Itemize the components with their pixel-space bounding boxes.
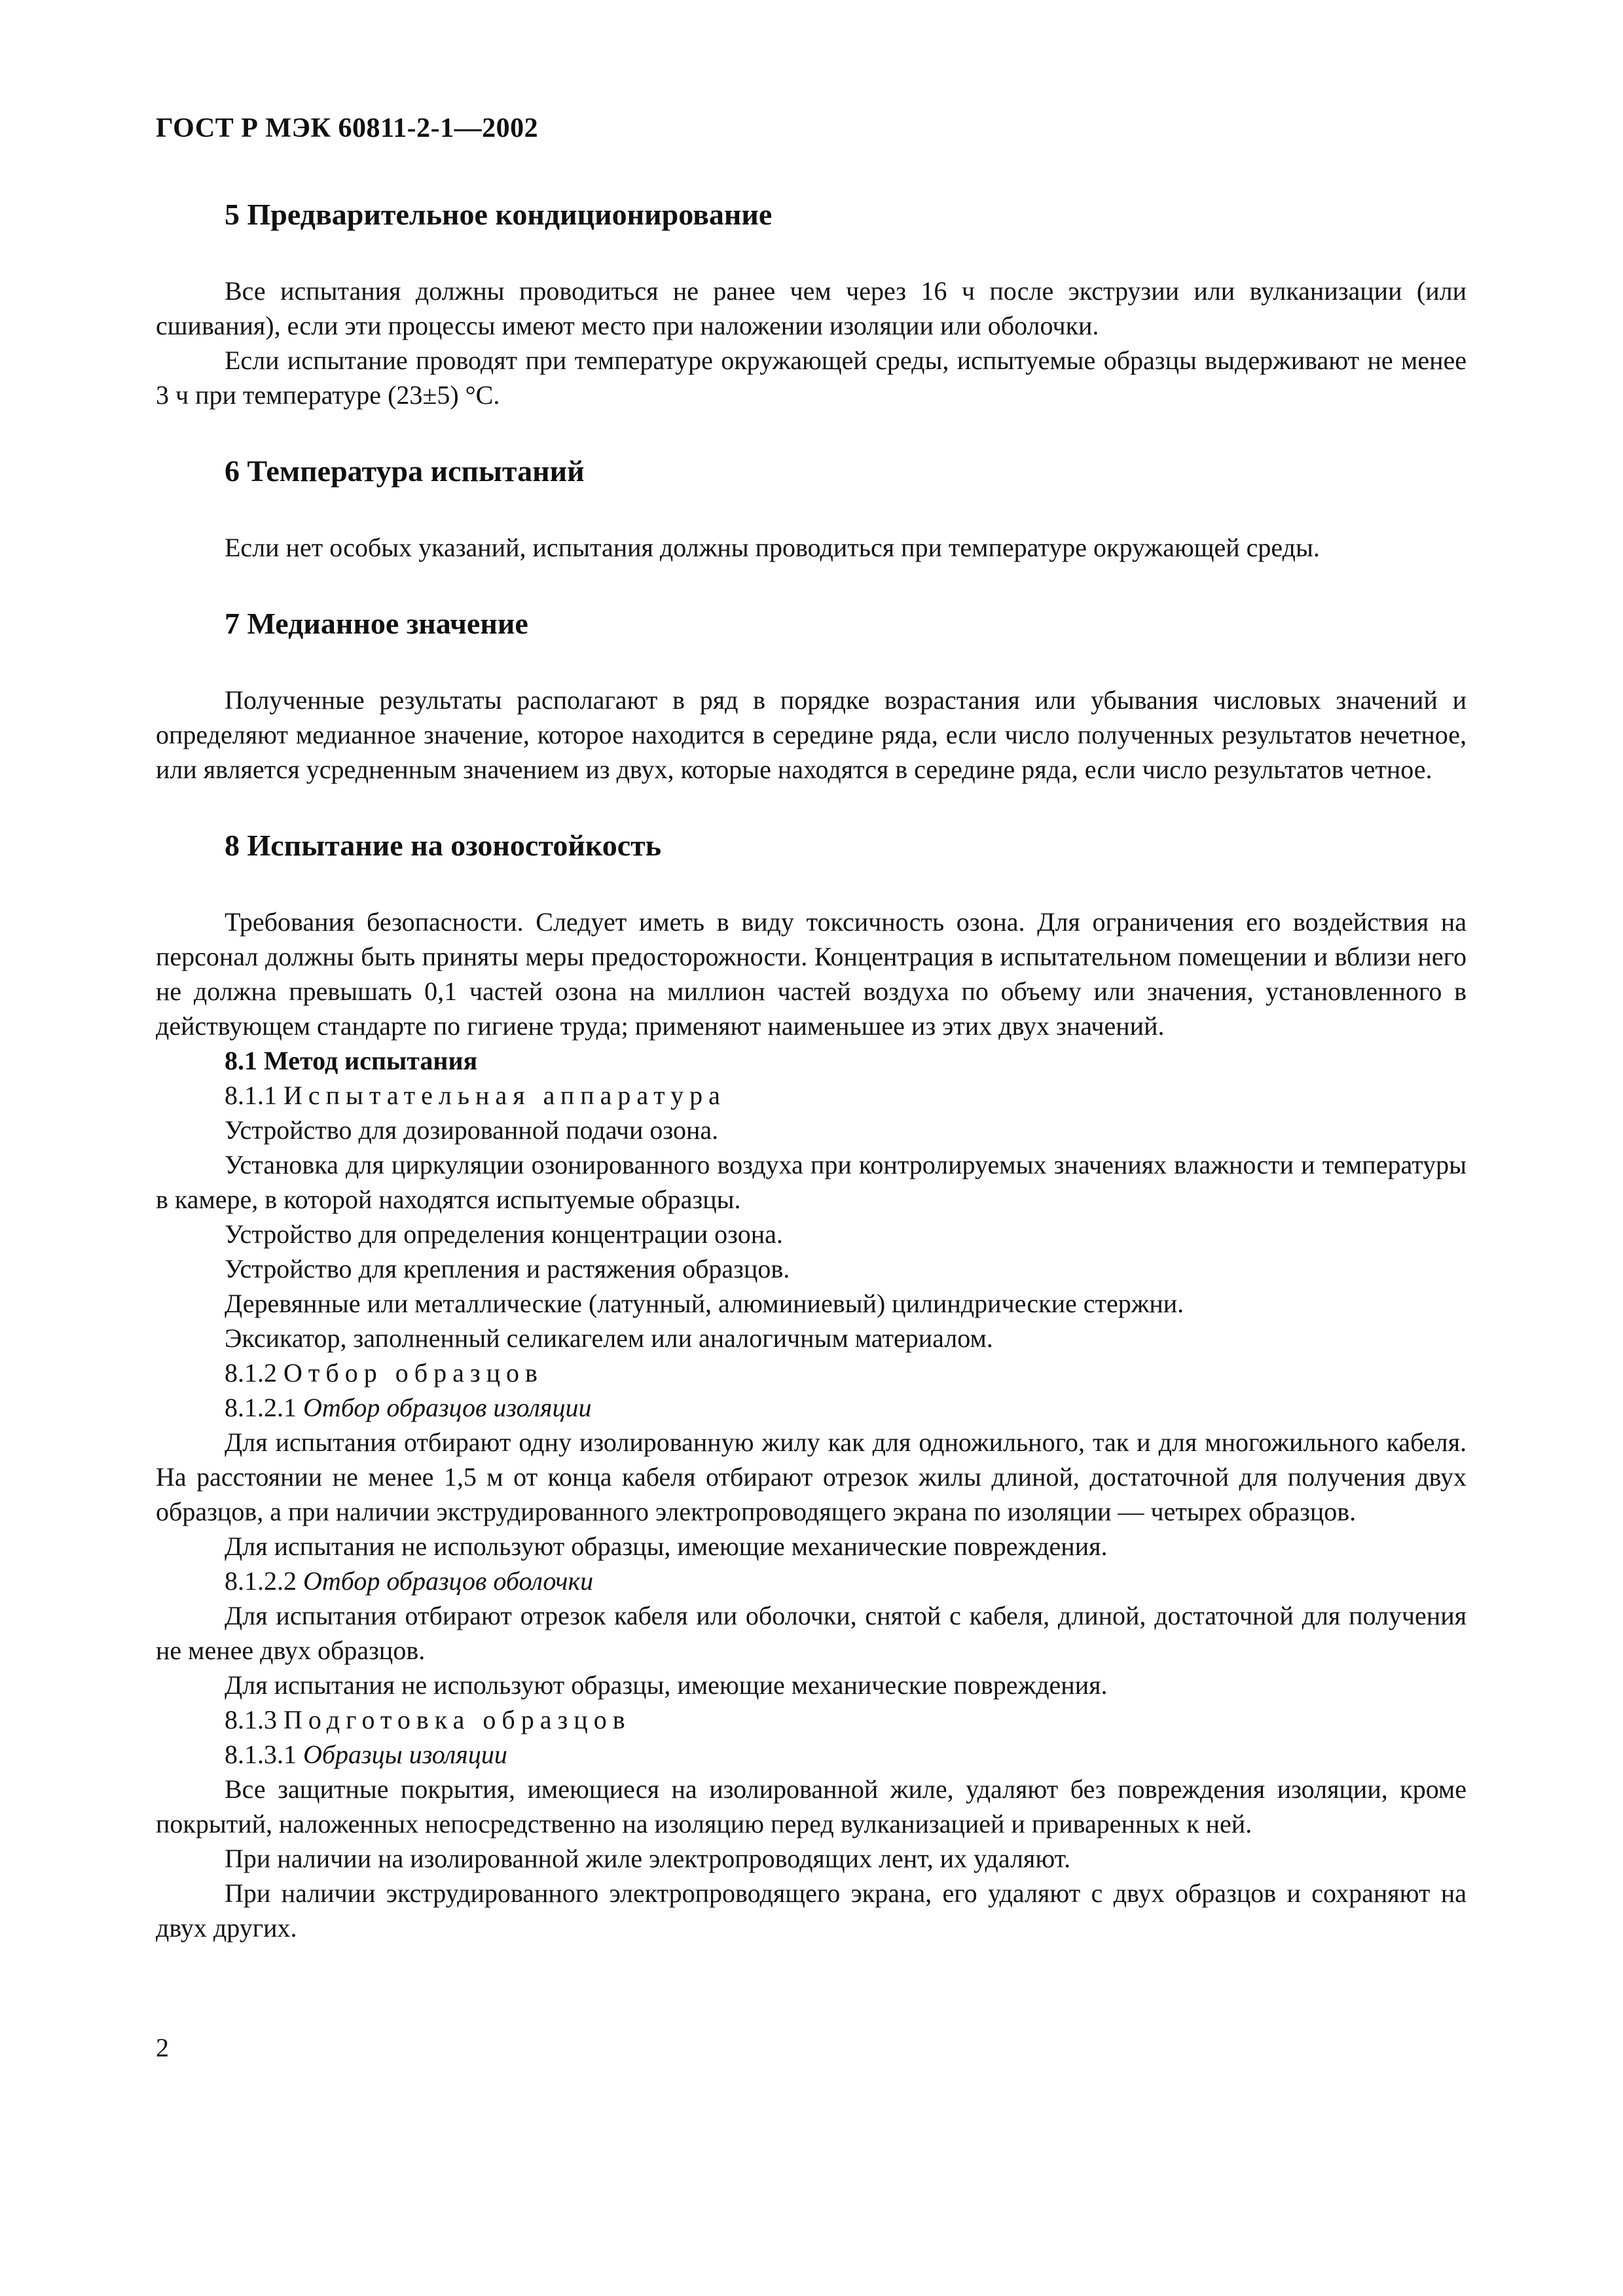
paragraph: Полученные результаты располагают в ряд в порядке возрастания или убывания числовых значений и определяют медианное значение, которое находится в середине ряда, если число полученных результатов нечетное, или является усредненным значением из двух, которые находятся в середине ряда, если число результатов четное. <box>156 685 1467 784</box>
section-7-heading: 7 Медианное значение <box>225 607 528 640</box>
paragraph: При наличии экструдированного электропроводящего экрана, его удаляют с двух образцов и сохраняют на двух других. <box>156 1878 1467 1943</box>
paragraph: Все испытания должны проводиться не ранее чем через 16 ч после экструзии или вулканизации (или сшивания), если эти процессы имеют место при наложении изоляции или оболочки. <box>156 276 1467 340</box>
subsection-heading: 8.1.2.2 Отбор образцов оболочки <box>225 1566 594 1596</box>
subsection-heading: 8.1.2.1 Отбор образцов изоляции <box>225 1393 592 1422</box>
page-number: 2 <box>156 2033 169 2062</box>
paragraph: Устройство для дозированной подачи озона. <box>225 1115 719 1145</box>
paragraph: Для испытания не используют образцы, имеющие механические повреждения. <box>225 1670 1108 1700</box>
paragraph: Если испытание проводят при температуре окружающей среды, испытуемые образцы выдерживают не менее 3 ч при температуре (23±5) °С. <box>156 346 1467 410</box>
section-6 <box>156 453 1467 565</box>
subsection-heading: 8.1.3.1 Образцы изоляции <box>225 1740 507 1769</box>
subsection-heading: 8.1 Метод испытания <box>225 1046 478 1075</box>
paragraph: Эксикатор, заполненный селикагелем или аналогичным материалом. <box>225 1323 993 1353</box>
section-7 <box>156 605 1467 787</box>
paragraph: Для испытания не используют образцы, имеющие механические повреждения. <box>225 1532 1108 1561</box>
paragraph: Устройство для определения концентрации озона. <box>225 1219 783 1249</box>
paragraph: Если нет особых указаний, испытания должны проводиться при температуре окружающей среды. <box>225 533 1320 562</box>
paragraph: Деревянные или металлические (латунный, алюминиевый) цилиндрические стержни. <box>225 1289 1184 1318</box>
paragraph: Для испытания отбирают отрезок кабеля или оболочки, снятой с кабеля, длиной, достаточной для получения не менее двух образцов. <box>156 1601 1467 1665</box>
document-header: ГОСТ Р МЭК 60811-2-1—2002 <box>156 113 539 143</box>
paragraph: Все защитные покрытия, имеющиеся на изолированной жиле, удаляют без повреждения изоляции, кроме покрытий, наложенных непосредственно на изоляцию перед вулканизацией и приваренных к ней. <box>156 1774 1467 1839</box>
subsection-heading: 8.1.1 Испытательная аппаратура <box>225 1081 726 1110</box>
paragraph: Требования безопасности. Следует иметь в виду токсичность озона. Для ограничения его воздействия на персонал должны быть приняты меры предосторожности. Концентрация в испытательном помещении и вблизи него не должна превышать 0,1 частей озона на миллион частей воздуха по объему или значения, установленного в действующем стандарте по гигиене труда; применяют наименьшее из этих двух значений. <box>156 907 1467 1041</box>
section-8-heading: 8 Испытание на озоностойкость <box>225 829 662 862</box>
section-5-heading: 5 Предварительное кондиционирование <box>225 198 773 231</box>
subsection-heading: 8.1.3 Подготовка образцов <box>225 1705 631 1734</box>
paragraph: Для испытания отбирают одну изолированную жилу как для одножильного, так и для многожильного кабеля. На расстоянии не менее 1,5 м от конца кабеля отбирают отрезок жилы длиной, достаточной для получения двух образцов, а при наличии экструдированного электропроводящего экрана по изоляции — четырех образцов. <box>156 1427 1467 1526</box>
document-body <box>156 196 1467 1945</box>
subsection-heading: 8.1.2 Отбор образцов <box>225 1358 543 1388</box>
paragraph: Устройство для крепления и растяжения образцов. <box>225 1254 790 1283</box>
section-8 <box>156 827 1467 1945</box>
paragraph: Установка для циркуляции озонированного воздуха при контролируемых значениях влажности и температуры в камере, в которой находятся испытуемые образцы. <box>156 1150 1467 1214</box>
document-page <box>156 0 1467 2296</box>
section-6-heading: 6 Температура испытаний <box>225 454 585 488</box>
section-5 <box>156 196 1467 412</box>
paragraph: При наличии на изолированной жиле электропроводящих лент, их удаляют. <box>225 1844 1071 1873</box>
